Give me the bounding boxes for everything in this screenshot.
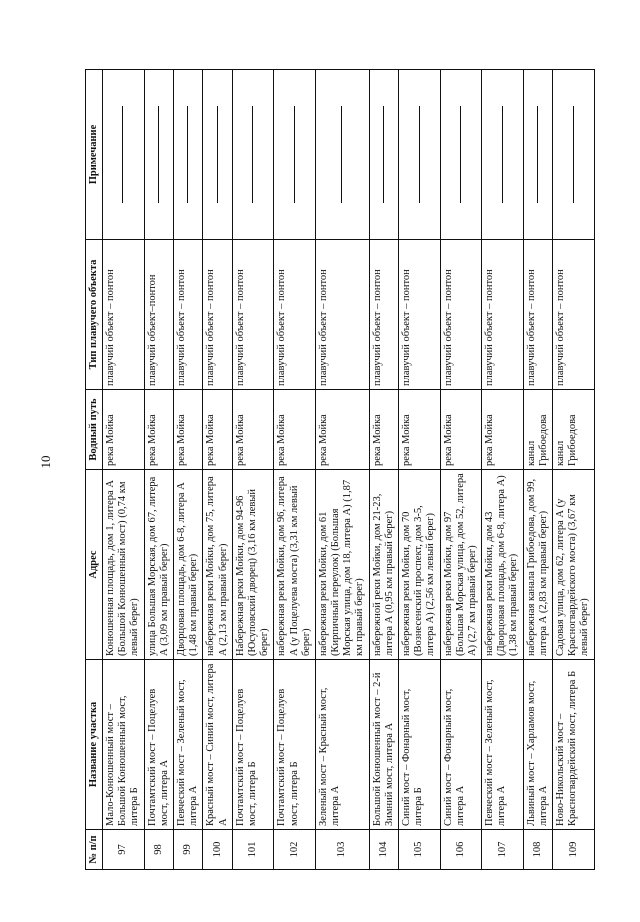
section-name-cell: Ново-Никольский мост – Красногвардейский мост, литера Б xyxy=(553,660,595,830)
address-cell: набережная реки Мойки, дом 75, литера А (2,13 км правый берег) xyxy=(203,470,232,660)
table-row xyxy=(399,70,441,870)
row-number-cell: 101 xyxy=(232,830,274,870)
table-row xyxy=(174,70,203,870)
row-number-cell: 102 xyxy=(274,830,316,870)
table-row xyxy=(316,70,370,870)
row-number-cell: 106 xyxy=(440,830,482,870)
waterway-cell: река Мойка xyxy=(174,390,203,470)
row-number-cell: 98 xyxy=(144,830,173,870)
object-type-cell: плавучий объект – понтон xyxy=(482,240,524,390)
object-type-cell: плавучий объект – понтон xyxy=(103,240,145,390)
header-address: Адрес xyxy=(86,470,103,660)
object-type-cell: плавучий объект – понтон xyxy=(174,240,203,390)
object-type-cell: плавучий объект – понтон xyxy=(232,240,274,390)
empty-dash-line xyxy=(294,106,295,204)
table-row xyxy=(203,70,232,870)
waterway-cell: река Мойка xyxy=(103,390,145,470)
note-cell xyxy=(553,70,595,240)
waterway-cell: река Мойка xyxy=(316,390,370,470)
empty-dash-line xyxy=(383,106,384,204)
address-cell: Садовая улица, дом 62, литера А (у Красногвардейского моста) (3,67 км левый берег) xyxy=(553,470,595,660)
header-note: Примечание xyxy=(86,70,103,240)
object-type-cell: плавучий объект – понтон xyxy=(274,240,316,390)
waterway-cell: река Мойка xyxy=(440,390,482,470)
table-row xyxy=(440,70,482,870)
note-cell xyxy=(369,70,398,240)
objects-table xyxy=(85,69,595,870)
waterway-cell: река Мойка xyxy=(144,390,173,470)
object-type-cell: плавучий объект – понтон xyxy=(523,240,552,390)
note-cell xyxy=(316,70,370,240)
section-name-cell: Синий мост – Фонарный мост, литера А xyxy=(440,660,482,830)
waterway-cell: река Мойка xyxy=(369,390,398,470)
waterway-cell: канал Грибоедова xyxy=(553,390,595,470)
note-cell xyxy=(232,70,274,240)
section-name-cell: Почтамтский мост – Поцелуев мост, литера Б xyxy=(274,660,316,830)
row-number-cell: 109 xyxy=(553,830,595,870)
empty-dash-line xyxy=(187,106,188,204)
empty-dash-line xyxy=(419,106,420,204)
note-cell xyxy=(399,70,441,240)
header-number: № п/п xyxy=(86,830,103,870)
row-number-cell: 99 xyxy=(174,830,203,870)
address-cell: Дворцовая площадь, дом 6-8, литера А (1,48 км правый берег) xyxy=(174,470,203,660)
section-name-cell: Львиный мост – Харламов мост, литера А xyxy=(523,660,552,830)
note-cell xyxy=(274,70,316,240)
waterway-cell: река Мойка xyxy=(274,390,316,470)
object-type-cell: плавучий объект – понтон xyxy=(399,240,441,390)
address-cell: набережной реки Мойки, дом 21-23, литера А (0,95 км правый берег) xyxy=(369,470,398,660)
row-number-cell: 103 xyxy=(316,830,370,870)
note-cell xyxy=(482,70,524,240)
empty-dash-line xyxy=(252,106,253,204)
address-cell: набережная реки Мойки, дом 43 (Дворцовая площадь, дом 6-8, литера А) (1,38 км правый берег) xyxy=(482,470,524,660)
row-number-cell: 97 xyxy=(103,830,145,870)
table-row xyxy=(232,70,274,870)
empty-dash-line xyxy=(217,106,218,204)
empty-dash-line xyxy=(158,106,159,204)
section-name-cell: Синий мост – Фонарный мост, литера Б xyxy=(399,660,441,830)
header-section-name: Название участка xyxy=(86,660,103,830)
table-row xyxy=(369,70,398,870)
object-type-cell: плавучий объект – понтон xyxy=(203,240,232,390)
table-row xyxy=(482,70,524,870)
address-cell: Конюшенная площадь, дом 1, литера А (Большой Конюшенный мост) (0,74 км левый берег) xyxy=(103,470,145,660)
empty-dash-line xyxy=(573,106,574,204)
table-header-row xyxy=(86,70,103,870)
header-waterway: Водный путь xyxy=(86,390,103,470)
empty-dash-line xyxy=(341,106,342,204)
table-row xyxy=(553,70,595,870)
section-name-cell: Мало-Конюшенный мост – Большой Конюшенный мост, литера Б xyxy=(103,660,145,830)
section-name-cell: Певческий мост – Зеленый мост, литера А xyxy=(174,660,203,830)
object-type-cell: плавучий объект–понтон xyxy=(144,240,173,390)
row-number-cell: 108 xyxy=(523,830,552,870)
object-type-cell: плавучий объект – понтон xyxy=(316,240,370,390)
table-row xyxy=(274,70,316,870)
note-cell xyxy=(203,70,232,240)
note-cell xyxy=(523,70,552,240)
waterway-cell: река Мойка xyxy=(203,390,232,470)
section-name-cell: Почтамтский мост – Поцелуев мост, литера Б xyxy=(232,660,274,830)
address-cell: набережная реки Мойки, дом 70 (Вознесенский проспект, дом 3-5, литера А) (2,56 км левый берег) xyxy=(399,470,441,660)
section-name-cell: Зеленый мост – Красный мост, литера А xyxy=(316,660,370,830)
section-name-cell: Большой Конюшенный мост – 2-й Зимний мост, литера А xyxy=(369,660,398,830)
section-name-cell: Почтамтский мост – Поцелуев мост, литера А xyxy=(144,660,173,830)
empty-dash-line xyxy=(537,106,538,204)
section-name-cell: Красный мост – Синий мост, литера А xyxy=(203,660,232,830)
row-number-cell: 100 xyxy=(203,830,232,870)
address-cell: набережная реки Мойки, дом 96, литера А (у Поцелуева моста) (3,31 км левый берег) xyxy=(274,470,316,660)
row-number-cell: 104 xyxy=(369,830,398,870)
section-name-cell: Певческий мост – Зеленый мост, литера А xyxy=(482,660,524,830)
waterway-cell: канал Грибоедова xyxy=(523,390,552,470)
note-cell xyxy=(174,70,203,240)
row-number-cell: 105 xyxy=(399,830,441,870)
note-cell xyxy=(440,70,482,240)
page-number: 10 xyxy=(38,455,53,469)
table-row xyxy=(523,70,552,870)
table-row xyxy=(144,70,173,870)
row-number-cell: 107 xyxy=(482,830,524,870)
address-cell: улица Большая Морская, дом 67, литера А (3,09 км правый берег) xyxy=(144,470,173,660)
object-type-cell: плавучий объект – понтон xyxy=(553,240,595,390)
header-object-type: Тип плавучего объекта xyxy=(86,240,103,390)
address-cell: набережная канала Грибоедова, дом 99, литера А (2,83 км правый берег) xyxy=(523,470,552,660)
waterway-cell: река Мойка xyxy=(232,390,274,470)
object-type-cell: плавучий объект – понтон xyxy=(369,240,398,390)
waterway-cell: река Мойка xyxy=(482,390,524,470)
waterway-cell: река Мойка xyxy=(399,390,441,470)
empty-dash-line xyxy=(460,106,461,204)
empty-dash-line xyxy=(502,106,503,204)
note-cell xyxy=(144,70,173,240)
address-cell: набережная реки Мойки, дом 97 (Большая Морская улица, дом 52, литера А) (2,7 км правый берег) xyxy=(440,470,482,660)
note-cell xyxy=(103,70,145,240)
address-cell: Набережная реки Мойки, дом 94-96 (Юсуповский дворец) (3,16 км левый берег) xyxy=(232,470,274,660)
rotated-table-wrapper xyxy=(85,70,595,870)
address-cell: набережная реки Мойки, дом 61 (Кирпичный переулок) (Большая Морская улица, дом 18, литера А) (1,87 км правый берег) xyxy=(316,470,370,660)
empty-dash-line xyxy=(122,106,123,204)
object-type-cell: плавучий объект – понтон xyxy=(440,240,482,390)
table-row xyxy=(103,70,145,870)
